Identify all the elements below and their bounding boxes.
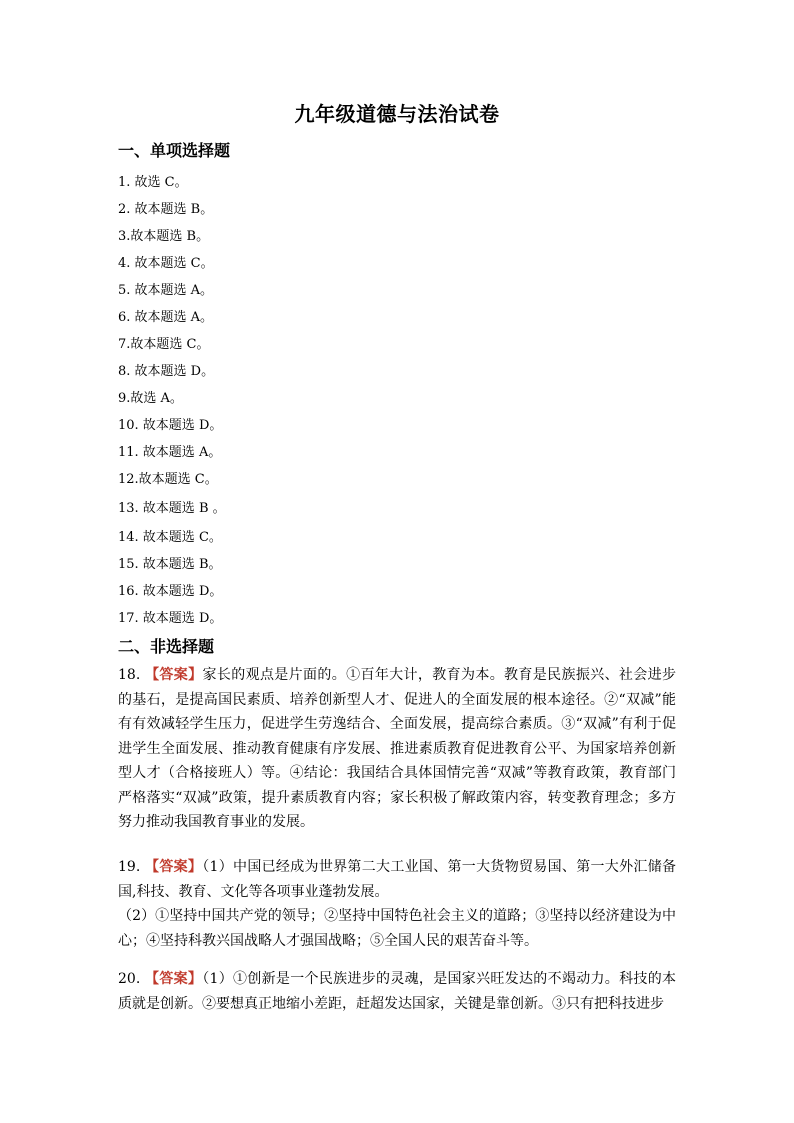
- answer-text: （1）中国已经成为世界第二大工业国、第一大货物贸易国、第一大外汇储备国,科技、教育、文化等各项事业蓬勃发展。: [118, 859, 677, 900]
- answer-part-2: （2）①坚持中国共产党的领导；②坚持中国特色社会主义的道路；③坚持以经济建设为中心；④坚持科教兴国战略人才强国战略；⑤全国人民的艰苦奋斗等。: [118, 908, 676, 949]
- page-title: 九年级道德与法治试卷: [294, 102, 500, 126]
- question-number: 19.: [118, 859, 141, 875]
- answer-line: 17. 故本题选 D。: [118, 611, 223, 626]
- answer-line: 1. 故选 C。: [118, 175, 188, 190]
- answer-text: （1）①创新是一个民族进步的灵魂，是国家兴旺发达的不竭动力。科技的本质就是创新。②要想真正地缩小差距，赶超发达国家，关键是靠创新。③只有把科技进步: [118, 971, 677, 1012]
- question-18-answer: [118, 663, 676, 835]
- answer-line: 10. 故本题选 D。: [118, 418, 223, 433]
- question-number: 20.: [118, 971, 141, 987]
- section-heading-non-choice: 二、非选择题: [118, 637, 215, 656]
- answer-line: 13. 故本题选 B 。: [118, 501, 226, 516]
- answer-line: 12.故本题选 C。: [118, 472, 218, 487]
- question-20-answer: [118, 967, 676, 1016]
- answer-line: 2. 故本题选 B。: [118, 202, 214, 217]
- answer-line: 16. 故本题选 D。: [118, 584, 223, 599]
- answer-text: 家长的观点是片面的。①百年大计，教育为本。教育是民族振兴、社会进步的基石，是提高国民素质、培养创新型人才、促进人的全面发展的根本途径。②“双减”能有有效减轻学生压力，促进学生劳逸结合、全面发展，提高综合素质。③“双减”有利于促进学生全面发展、推动教育健康有序发展、推进素质教育促进教育公平、为国家培养创新型人才（合格接班人）等。④结论：我国结合具体国情完善“双减”等教育政策，教育部门严格落实“双减”政策，提升素质教育内容；家长积极了解政策内容，转变教育理念；多方努力推动我国教育事业的发展。: [118, 667, 677, 830]
- answer-line: 5. 故本题选 A。: [118, 283, 214, 298]
- answer-line: 11. 故本题选 A。: [118, 445, 222, 460]
- section-heading-single-choice: 一、单项选择题: [118, 141, 231, 160]
- question-number: 18.: [118, 667, 141, 683]
- answer-line: 15. 故本题选 B。: [118, 557, 222, 572]
- answer-part-1: [118, 855, 676, 904]
- answer-line: 4. 故本题选 C。: [118, 256, 214, 271]
- answer-line: 14. 故本题选 C。: [118, 530, 222, 545]
- answer-tag: 【答案】: [145, 859, 203, 875]
- answer-line: 8. 故本题选 D。: [118, 364, 215, 379]
- answer-line: 6. 故本题选 A。: [118, 310, 214, 325]
- answer-line: 9.故选 A。: [118, 391, 183, 406]
- answer-line: 7.故本题选 C。: [118, 337, 210, 352]
- answer-line: 3.故本题选 B。: [118, 229, 210, 244]
- answer-tag: 【答案】: [145, 971, 203, 987]
- question-19-answer: [118, 855, 676, 953]
- answer-tag: 【答案】: [145, 667, 203, 683]
